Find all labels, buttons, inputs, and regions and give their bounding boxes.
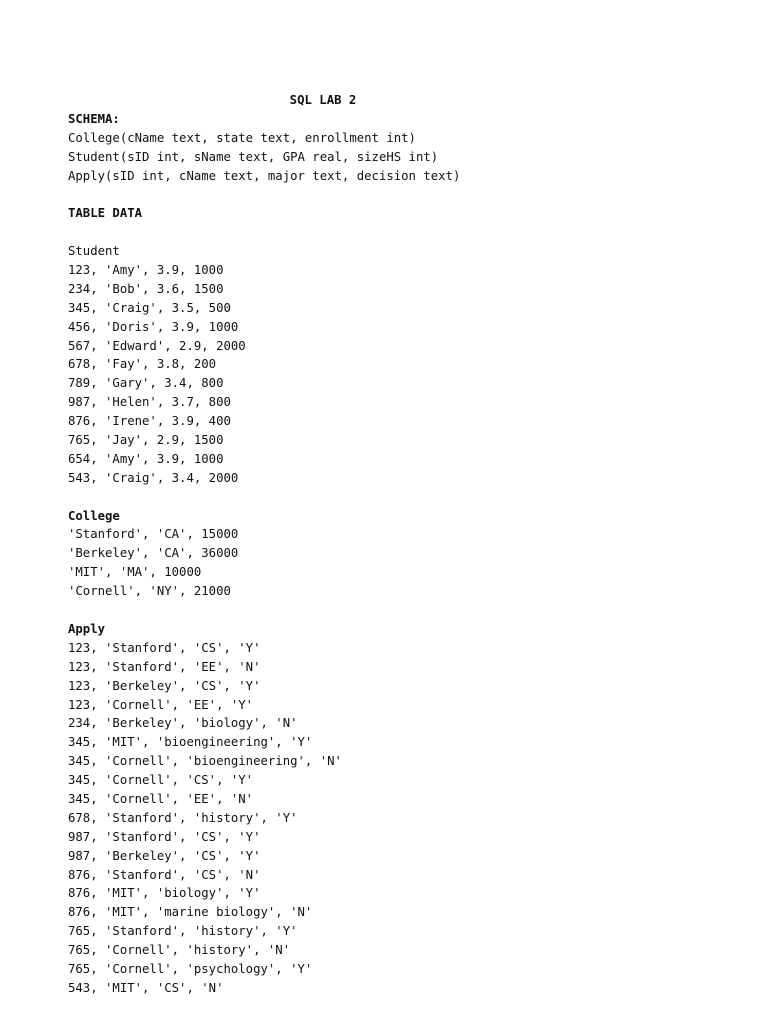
- apply-row: 234, 'Berkeley', 'biology', 'N': [68, 716, 298, 731]
- college-row: 'Cornell', 'NY', 21000: [68, 584, 231, 599]
- schema-line: Student(sID int, sName text, GPA real, sizeHS int): [68, 149, 439, 164]
- apply-row: 765, 'Cornell', 'psychology', 'Y': [68, 961, 313, 976]
- schema-line: College(cName text, state text, enrollment int): [68, 130, 416, 145]
- apply-row: 876, 'MIT', 'biology', 'Y': [68, 886, 261, 901]
- spacer: [68, 601, 748, 620]
- apply-row: 123, 'Berkeley', 'CS', 'Y': [68, 678, 261, 693]
- schema-heading: SCHEMA:: [68, 111, 120, 126]
- student-row: 345, 'Craig', 3.5, 500: [68, 300, 231, 315]
- student-row: 456, 'Doris', 3.9, 1000: [68, 319, 239, 334]
- spacer: [68, 223, 748, 242]
- college-heading: College: [68, 508, 120, 523]
- apply-heading: Apply: [68, 621, 106, 636]
- apply-row: 345, 'Cornell', 'CS', 'Y': [68, 773, 254, 788]
- college-row: 'MIT', 'MA', 10000: [68, 565, 202, 580]
- apply-row: 765, 'Cornell', 'history', 'N': [68, 943, 291, 958]
- student-rows: [68, 261, 748, 488]
- apply-row: 876, 'MIT', 'marine biology', 'N': [68, 905, 313, 920]
- apply-row: 345, 'Cornell', 'EE', 'N': [68, 791, 254, 806]
- apply-row: 987, 'Berkeley', 'CS', 'Y': [68, 848, 261, 863]
- student-row: 876, 'Irene', 3.9, 400: [68, 414, 231, 429]
- schema-lines: [68, 129, 748, 186]
- student-row: 123, 'Amy', 3.9, 1000: [68, 263, 224, 278]
- apply-row: 345, 'Cornell', 'bioengineering', 'N': [68, 754, 342, 769]
- document-page: [68, 91, 748, 998]
- student-row: 654, 'Amy', 3.9, 1000: [68, 451, 224, 466]
- student-row: 543, 'Craig', 3.4, 2000: [68, 470, 239, 485]
- apply-row: 876, 'Stanford', 'CS', 'N': [68, 867, 261, 882]
- student-row: 765, 'Jay', 2.9, 1500: [68, 433, 224, 448]
- apply-row: 123, 'Cornell', 'EE', 'Y': [68, 697, 254, 712]
- student-row: 789, 'Gary', 3.4, 800: [68, 376, 224, 391]
- college-row: 'Stanford', 'CA', 15000: [68, 527, 239, 542]
- apply-row: 678, 'Stanford', 'history', 'Y': [68, 810, 298, 825]
- apply-row: 123, 'Stanford', 'EE', 'N': [68, 659, 261, 674]
- page-title: SQL LAB 2: [289, 93, 357, 107]
- student-row: 678, 'Fay', 3.8, 200: [68, 357, 217, 372]
- apply-row: 345, 'MIT', 'bioengineering', 'Y': [68, 735, 313, 750]
- schema-line: Apply(sID int, cName text, major text, decision text): [68, 168, 461, 183]
- table-data-heading: TABLE DATA: [68, 206, 143, 221]
- spacer: [68, 488, 748, 507]
- apply-rows: [68, 639, 748, 998]
- spacer: [68, 185, 748, 204]
- student-row: 234, 'Bob', 3.6, 1500: [68, 281, 224, 296]
- student-row: 567, 'Edward', 2.9, 2000: [68, 338, 246, 353]
- college-rows: [68, 525, 748, 601]
- apply-row: 123, 'Stanford', 'CS', 'Y': [68, 640, 261, 655]
- student-heading: Student: [68, 244, 120, 259]
- apply-row: 765, 'Stanford', 'history', 'Y': [68, 924, 298, 939]
- apply-row: 543, 'MIT', 'CS', 'N': [68, 980, 224, 995]
- apply-row: 987, 'Stanford', 'CS', 'Y': [68, 829, 261, 844]
- student-row: 987, 'Helen', 3.7, 800: [68, 395, 231, 410]
- college-row: 'Berkeley', 'CA', 36000: [68, 546, 239, 561]
